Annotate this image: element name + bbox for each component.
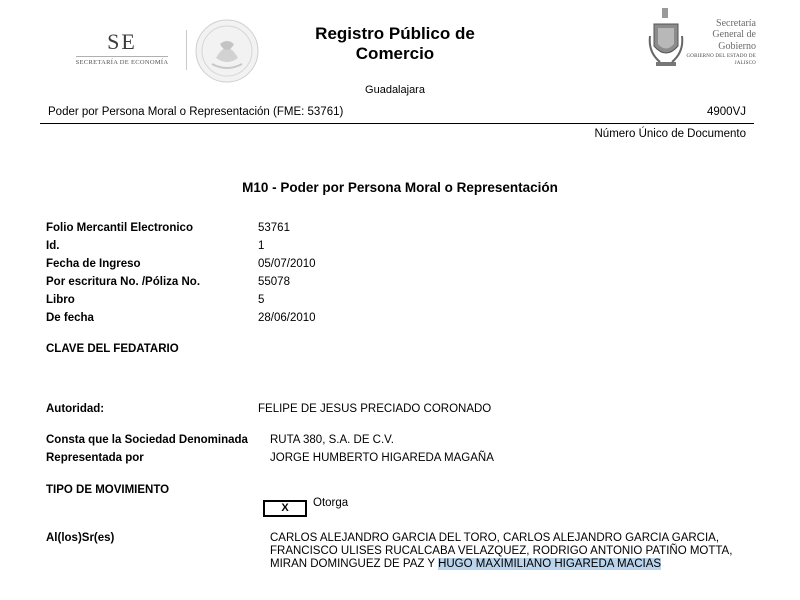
- secretaria-logo-line3: GOBIERNO DEL ESTADO DE JALISCO: [686, 54, 756, 66]
- document-heading: M10 - Poder por Persona Moral o Representación: [242, 180, 558, 195]
- national-seal-icon: [194, 18, 260, 84]
- field-label-fecha-ingreso: Fecha de Ingreso: [46, 258, 141, 270]
- representada-value: JORGE HUMBERTO HIGAREDA MAGAÑA: [270, 452, 494, 464]
- field-value-de-fecha: 28/06/2010: [258, 312, 316, 324]
- representada-label: Representada por: [46, 452, 144, 464]
- field-value-folio: 53761: [258, 222, 290, 234]
- alsres-names-plain: CARLOS ALEJANDRO GARCIA DEL TORO, CARLOS ALEJANDRO GARCIA GARCIA, FRANCISCO ULISES RUCALCABA VELAZQUEZ, RODRIGO ANTONIO PATIÑO MOTTA, MIRAN DOMINGUEZ DE PAZ Y: [270, 532, 733, 570]
- field-value-libro: 5: [258, 294, 265, 306]
- secretaria-logo-line1: Secretaría: [716, 18, 756, 29]
- otorga-checkbox: X: [263, 500, 307, 517]
- header-rule: [40, 123, 754, 124]
- document-type-label: Poder por Persona Moral o Representación (FME: 53761): [48, 106, 344, 118]
- field-value-fecha-ingreso: 05/07/2010: [258, 258, 316, 270]
- alsres-names-highlighted: HUGO MAXIMILIANO HIGAREDA MACIAS: [438, 558, 662, 570]
- document-code: 4900VJ: [706, 106, 746, 118]
- secretaria-gobierno-logo: [680, 18, 756, 67]
- document-number-caption: Número Único de Documento: [594, 128, 746, 140]
- se-logo-subtitle: SECRETARÍA DE ECONOMÍA: [75, 59, 169, 66]
- clave-fedatario-label: CLAVE DEL FEDATARIO: [46, 343, 179, 355]
- field-label-folio: Folio Mercantil Electronico: [46, 222, 193, 234]
- secretaria-logo-line2: General de Gobierno: [712, 29, 756, 52]
- autoridad-value: FELIPE DE JESUS PRECIADO CORONADO: [258, 403, 492, 415]
- registry-title-line1: Registro Público de: [315, 24, 475, 43]
- state-crest-icon: [648, 6, 684, 72]
- se-logo-abbr: SE: [107, 29, 137, 54]
- autoridad-label: Autoridad:: [46, 403, 105, 415]
- field-value-id: 1: [258, 240, 265, 252]
- alsres-label: Al(los)Sr(es): [46, 532, 115, 544]
- city-label: Guadalajara: [365, 84, 425, 96]
- registry-title: [290, 24, 500, 64]
- field-label-id: Id.: [46, 240, 60, 252]
- se-logo-rule: [76, 56, 168, 57]
- registry-title-line2: Comercio: [355, 44, 435, 63]
- sociedad-label: Consta que la Sociedad Denominada: [46, 434, 248, 446]
- field-label-escritura: Por escritura No. /Póliza No.: [46, 276, 201, 288]
- sociedad-value: RUTA 380, S.A. DE C.V.: [270, 434, 394, 446]
- alsres-names: [270, 532, 740, 571]
- logo-divider: [186, 30, 187, 70]
- field-label-de-fecha: De fecha: [46, 312, 94, 324]
- otorga-label: Otorga: [313, 497, 349, 509]
- se-logo: [68, 30, 176, 72]
- tipo-movimiento-label: TIPO DE MOVIMIENTO: [46, 484, 170, 496]
- field-label-libro: Libro: [46, 294, 75, 306]
- field-value-escritura: 55078: [258, 276, 290, 288]
